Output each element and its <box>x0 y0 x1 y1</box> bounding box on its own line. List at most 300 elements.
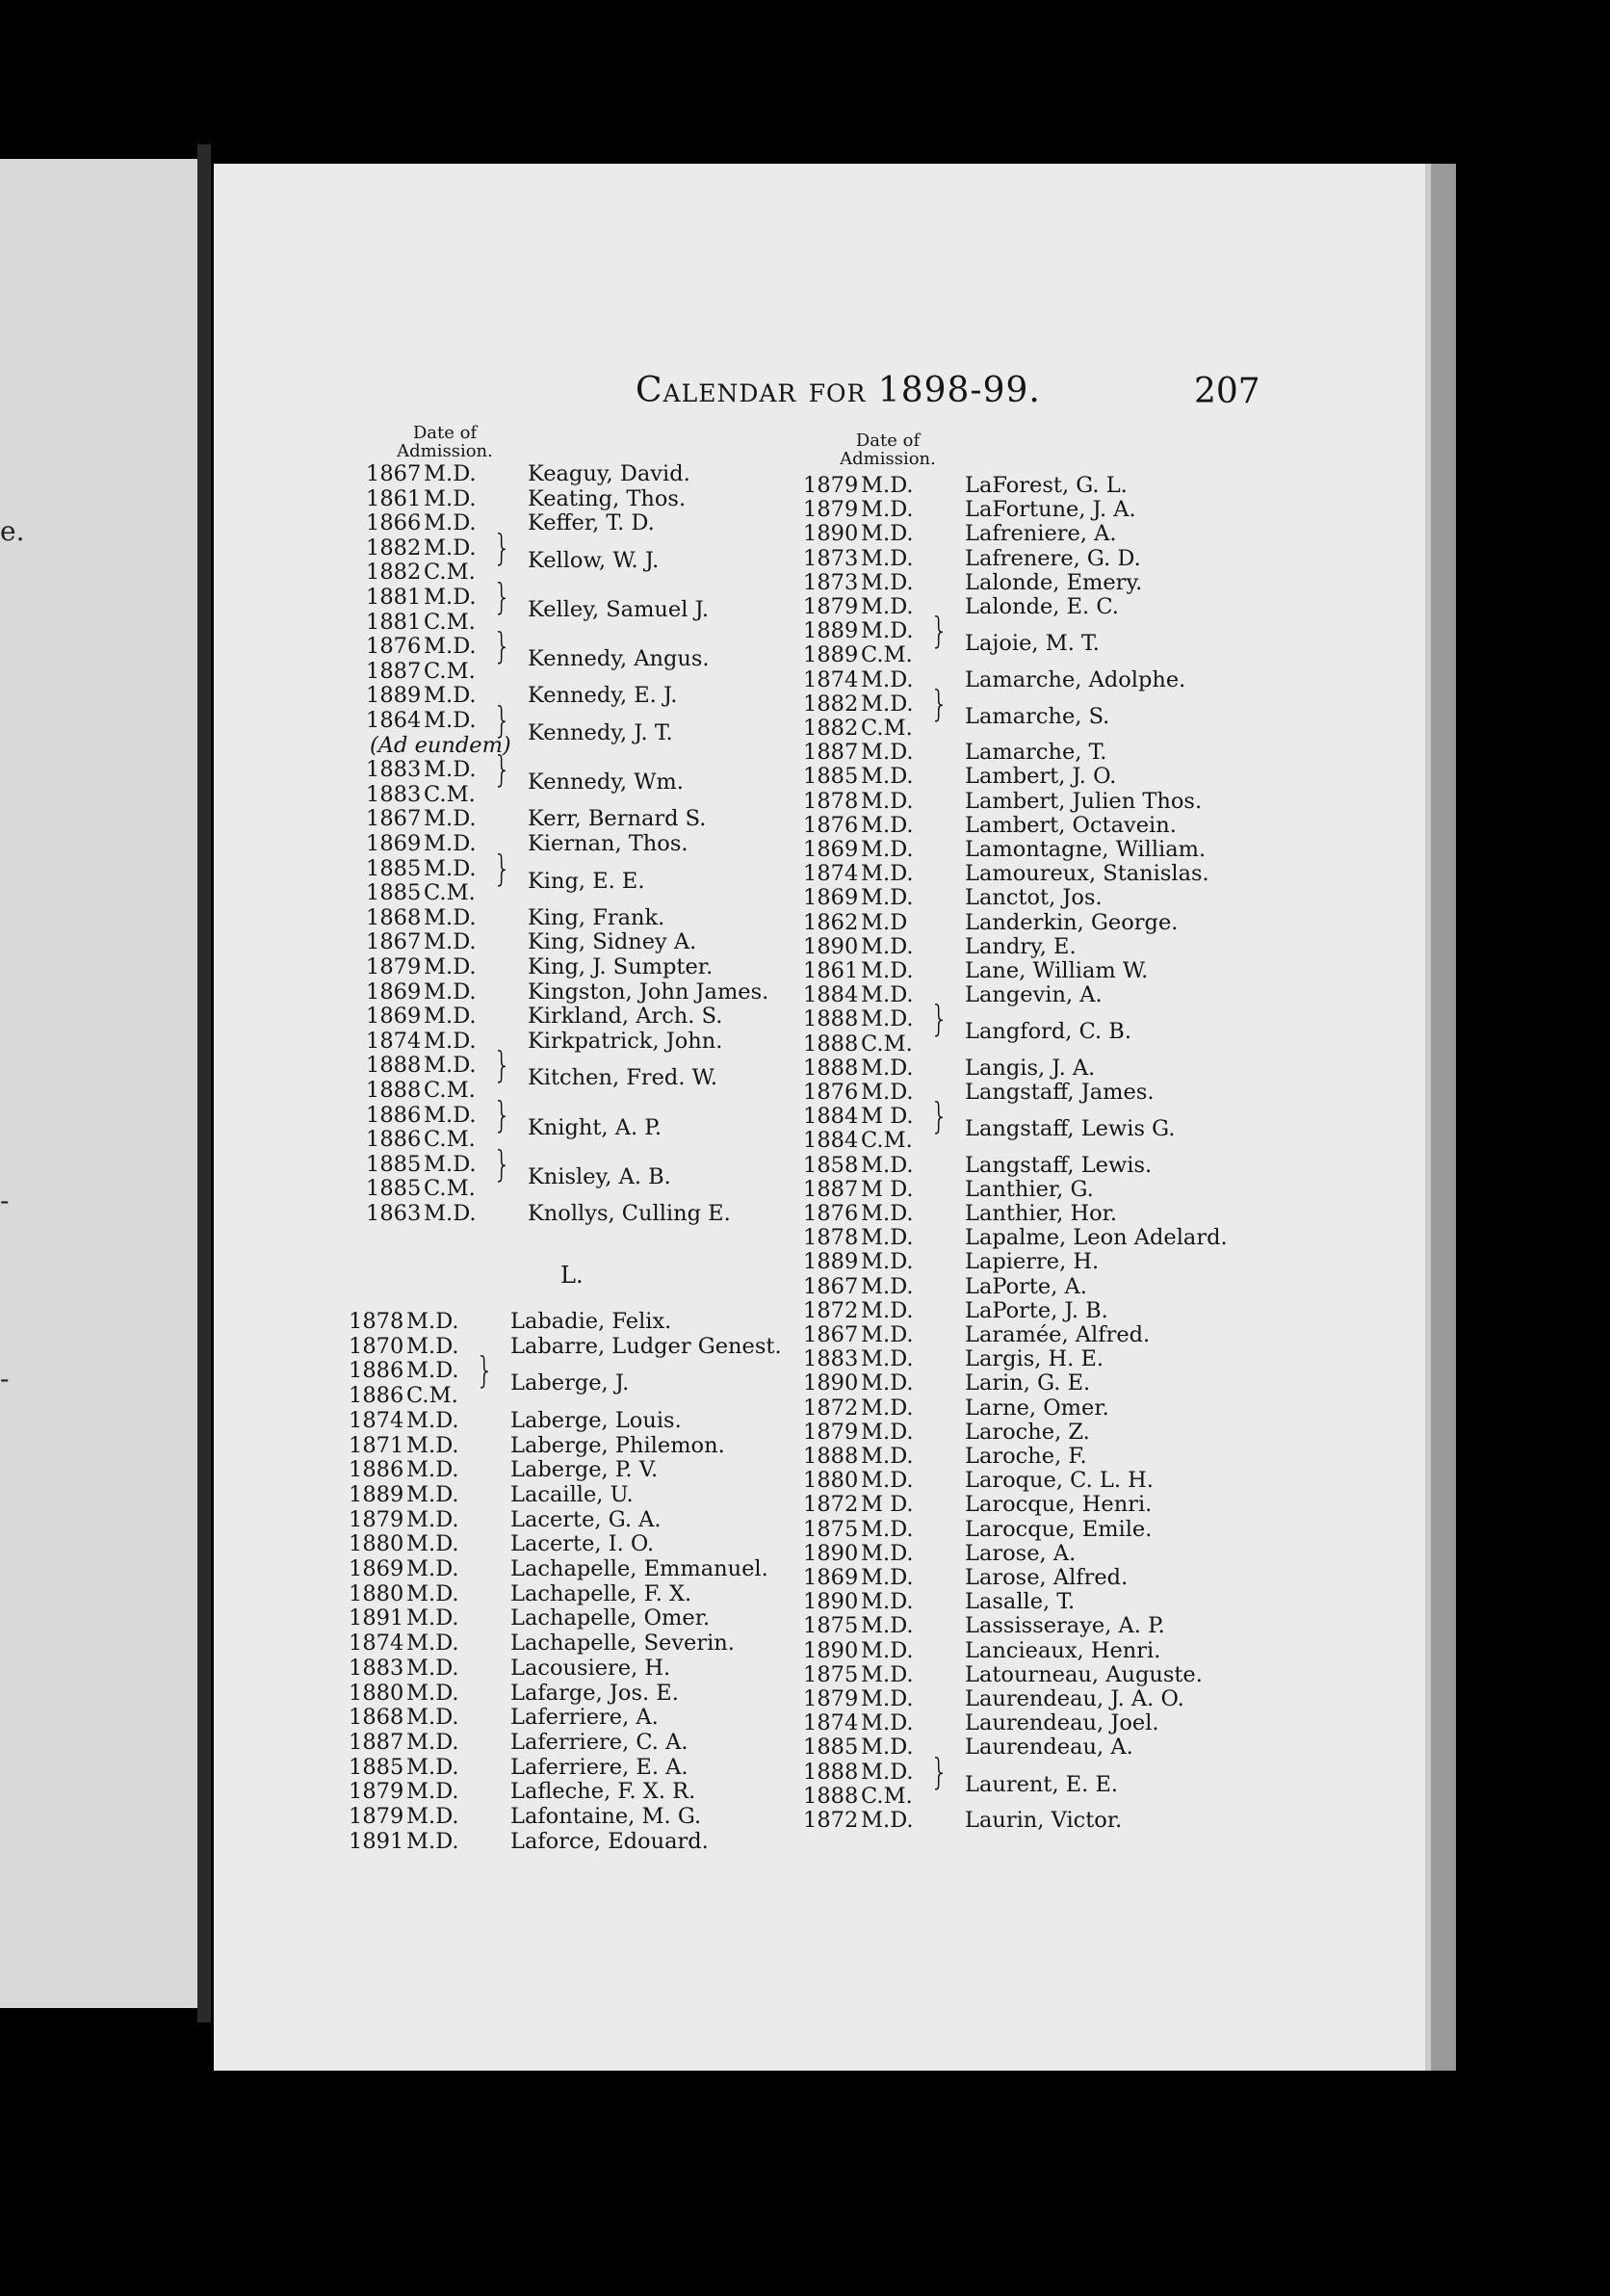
grouping-brace: } <box>930 998 949 1041</box>
degree: M.D. <box>861 1710 914 1736</box>
admission-year: 1887 <box>803 1176 859 1202</box>
register-entry <box>803 741 1477 765</box>
graduate-name: Larose, Alfred. <box>965 1565 1129 1590</box>
graduate-name: Lapalme, Leon Adelard. <box>965 1225 1228 1251</box>
graduate-name: Landerkin, George. <box>965 909 1179 935</box>
degree: C.M. <box>424 1127 476 1153</box>
register-entry <box>803 1421 1477 1445</box>
graduate-name: Lafleche, F. X. R. <box>510 1779 696 1805</box>
admission-year: 1881 <box>366 609 422 635</box>
register-entry <box>803 1735 1477 1760</box>
register-entry <box>803 1323 1477 1347</box>
graduate-name: Laurent, E. E. <box>965 1771 1119 1797</box>
admission-year: 1883 <box>803 1346 859 1372</box>
admission-year: 1888 <box>366 1077 422 1103</box>
admission-year: 1869 <box>366 831 422 856</box>
graduate-name: Lane, William W. <box>965 958 1149 983</box>
degree: M.D. <box>861 1637 914 1663</box>
graduate-name: Lanctot, Jos. <box>965 885 1103 911</box>
admission-year: 1874 <box>803 861 859 887</box>
degree: M.D. <box>861 1225 914 1251</box>
admission-year: 1885 <box>349 1754 404 1780</box>
register-entry <box>803 1663 1477 1687</box>
admission-year: 1875 <box>803 1661 859 1687</box>
register-entry-group <box>803 610 1477 668</box>
graduate-name: Langstaff, Lewis. <box>965 1152 1153 1178</box>
admission-year: 1890 <box>803 933 859 959</box>
admission-year: 1879 <box>803 594 859 619</box>
degree: M.D. <box>406 1631 459 1657</box>
register-entry <box>803 765 1477 789</box>
register-entry-group <box>803 1095 1477 1154</box>
admission-year: 1881 <box>366 585 422 610</box>
admission-year: 1889 <box>803 618 859 644</box>
admission-year: 1879 <box>349 1506 404 1532</box>
graduate-name: Laferriere, E. A. <box>510 1754 688 1780</box>
degree: C.M. <box>424 609 476 635</box>
degree: M.D. <box>406 1309 459 1334</box>
graduate-name: Langford, C. B. <box>965 1019 1131 1045</box>
degree: M.D. <box>861 1419 914 1445</box>
degree: M.D. <box>406 1481 459 1507</box>
register-entry <box>803 595 1477 619</box>
register-entry <box>803 1275 1477 1299</box>
graduate-name: Laurin, Victor. <box>965 1808 1123 1833</box>
admission-year: 1886 <box>349 1457 404 1483</box>
graduate-name: Lafarge, Jos. E. <box>510 1680 679 1706</box>
admission-year: 1882 <box>366 535 422 561</box>
register-entry <box>803 1469 1477 1493</box>
admission-year: 1878 <box>803 788 859 814</box>
degree: C.M. <box>861 715 913 741</box>
graduate-name: Larocque, Emile. <box>965 1516 1153 1542</box>
register-entry <box>803 1250 1477 1274</box>
degree: M D. <box>861 1176 914 1202</box>
grouping-brace: } <box>476 1349 495 1393</box>
degree: M.D. <box>424 708 477 733</box>
admission-year: 1888 <box>803 1759 859 1785</box>
degree: M.D. <box>861 497 914 523</box>
register-entry <box>803 1057 1477 1081</box>
register-entry <box>803 571 1477 595</box>
graduate-name: Laberge, J. <box>510 1370 630 1396</box>
admission-year: 1879 <box>803 1686 859 1711</box>
register-entry <box>803 1347 1477 1371</box>
degree: M.D. <box>406 1432 459 1458</box>
admission-year: 1867 <box>366 461 422 486</box>
running-head: Calendar for 1898-99. <box>636 371 1041 410</box>
graduate-name: Kitchen, Fred. W. <box>528 1065 717 1091</box>
degree: M.D. <box>861 1370 914 1396</box>
grouping-brace: } <box>930 683 949 726</box>
degree: M.D. <box>861 837 914 862</box>
graduate-name: Larne, Omer. <box>965 1395 1109 1421</box>
degree: M.D. <box>424 1053 477 1079</box>
register-entry-group <box>803 1751 1477 1809</box>
graduate-name: Lacerte, I. O. <box>510 1531 655 1557</box>
admission-year: 1872 <box>803 1395 859 1421</box>
graduate-name: LaForest, G. L. <box>965 473 1128 498</box>
admission-year: 1869 <box>803 837 859 862</box>
admission-year: 1879 <box>366 954 422 979</box>
register-entry <box>803 547 1477 571</box>
register-entry <box>803 1711 1477 1735</box>
register-entry <box>803 1614 1477 1638</box>
book-page <box>214 164 1456 2071</box>
register-entry <box>803 983 1477 1007</box>
graduate-name: Lachapelle, F. X. <box>510 1580 692 1606</box>
graduate-name: Larin, G. E. <box>965 1370 1091 1396</box>
admission-year: 1869 <box>349 1556 404 1581</box>
admission-year: 1886 <box>366 1102 422 1128</box>
graduate-name: Kellow, W. J. <box>528 547 660 573</box>
degree: M.D. <box>861 1808 914 1833</box>
graduate-name: Laroche, F. <box>965 1444 1087 1469</box>
degree: M D. <box>861 1104 914 1130</box>
degree: M.D. <box>406 1580 459 1606</box>
admission-year: 1880 <box>349 1680 404 1706</box>
admission-year: 1861 <box>803 958 859 983</box>
degree: M.D. <box>424 757 477 783</box>
degree: C.M. <box>424 1077 476 1103</box>
graduate-name: Lachapelle, Severin. <box>510 1631 735 1657</box>
admission-year: 1889 <box>803 1249 859 1275</box>
degree: M.D. <box>861 1735 914 1761</box>
admission-year: 1884 <box>803 1128 859 1154</box>
admission-year: 1886 <box>366 1127 422 1153</box>
graduate-name: Lacousiere, H. <box>510 1655 671 1681</box>
adjacent-page-edge <box>0 159 197 2008</box>
degree: M.D. <box>861 473 914 498</box>
degree: M.D. <box>424 1151 477 1177</box>
graduate-name: Lachapelle, Emmanuel. <box>510 1556 768 1581</box>
register-entry <box>803 862 1477 886</box>
degree: M.D. <box>424 1028 477 1054</box>
graduate-name: Kennedy, E. J. <box>528 683 678 709</box>
admission-year: 1889 <box>366 683 422 709</box>
graduate-name: Lacaille, U. <box>510 1481 634 1507</box>
graduate-name: Laberge, Philemon. <box>510 1432 725 1458</box>
graduate-name: Laurendeau, Joel. <box>965 1710 1159 1736</box>
admission-year: 1869 <box>803 885 859 911</box>
degree: M.D. <box>424 634 477 660</box>
degree: M.D. <box>861 958 914 983</box>
degree: M.D. <box>406 1358 459 1384</box>
graduate-name: LaPorte, J. B. <box>965 1297 1108 1323</box>
register-entry <box>803 1542 1477 1566</box>
admission-year: 1879 <box>803 497 859 523</box>
register-entry <box>803 522 1477 546</box>
graduate-name: Lalonde, Emery. <box>965 569 1143 595</box>
graduate-name: Kelley, Samuel J. <box>528 597 709 622</box>
grouping-brace: } <box>493 748 512 792</box>
admission-year: 1875 <box>803 1516 859 1542</box>
admission-year: 1883 <box>366 757 422 783</box>
admission-year: 1884 <box>803 1104 859 1130</box>
graduate-name: Kirkpatrick, John. <box>528 1028 723 1054</box>
grouping-brace: } <box>493 625 512 668</box>
graduate-name: Latourneau, Auguste. <box>965 1661 1203 1687</box>
degree: M.D. <box>861 1322 914 1347</box>
admission-year: 1869 <box>803 1565 859 1590</box>
degree: M.D. <box>406 1407 459 1433</box>
register-entry-group <box>803 998 1477 1057</box>
admission-year: 1874 <box>803 1710 859 1736</box>
graduate-name: Kiernan, Thos. <box>528 831 688 856</box>
admission-year: 1890 <box>803 1540 859 1566</box>
degree: M.D. <box>861 1152 914 1178</box>
admission-year: 1880 <box>803 1468 859 1494</box>
graduate-name: Lachapelle, Omer. <box>510 1605 711 1631</box>
graduate-name: LaFortune, J. A. <box>965 497 1136 523</box>
register-entry-group <box>803 683 1477 741</box>
admission-year: 1882 <box>366 560 422 586</box>
graduate-name: Lancieaux, Henri. <box>965 1637 1161 1663</box>
degree: C.M. <box>861 642 913 668</box>
admission-year: 1890 <box>803 1637 859 1663</box>
degree: M.D. <box>406 1779 459 1805</box>
admission-year: 1858 <box>803 1152 859 1178</box>
admission-year: 1867 <box>366 929 422 955</box>
graduate-name: Lambert, Julien Thos. <box>965 788 1203 814</box>
degree: M.D. <box>424 683 477 709</box>
graduate-name: Kerr, Bernard S. <box>528 806 707 832</box>
degree: M.D. <box>406 1531 459 1557</box>
admission-year: 1885 <box>366 1176 422 1202</box>
graduate-name: Langstaff, Lewis G. <box>965 1116 1176 1142</box>
graduate-name: Lanthier, G. <box>965 1176 1094 1202</box>
admission-year: 1867 <box>803 1322 859 1347</box>
degree: M.D. <box>861 1055 914 1081</box>
graduate-name: Largis, H. E. <box>965 1346 1104 1372</box>
admission-year: 1879 <box>803 473 859 498</box>
admission-year: 1871 <box>349 1432 404 1458</box>
degree: M.D. <box>861 594 914 619</box>
admission-year: 1890 <box>803 1370 859 1396</box>
degree: M.D. <box>861 1540 914 1566</box>
register-entry <box>803 474 1477 498</box>
degree: M.D. <box>861 812 914 838</box>
degree: M.D. <box>861 1080 914 1105</box>
degree: M.D. <box>861 885 914 911</box>
admission-year: 1867 <box>366 806 422 832</box>
degree: M.D. <box>861 764 914 790</box>
graduate-name: Kirkland, Arch. S. <box>528 1004 723 1030</box>
graduate-name: Larose, A. <box>965 1540 1077 1566</box>
degree: M.D. <box>424 1004 477 1030</box>
right-column-header: Date of Admission. <box>840 430 936 469</box>
degree: M.D. <box>861 618 914 644</box>
admission-year: 1886 <box>349 1358 404 1384</box>
graduate-name: Langis, J. A. <box>965 1055 1096 1081</box>
degree: M.D. <box>861 1006 914 1032</box>
degree: C.M. <box>861 1031 913 1057</box>
admission-year: 1879 <box>803 1419 859 1445</box>
admission-year: 1887 <box>366 658 422 684</box>
graduate-name: Laurendeau, A. <box>965 1735 1133 1761</box>
degree: M.D. <box>406 1729 459 1755</box>
register-entry <box>803 1566 1477 1590</box>
register-entry <box>803 814 1477 838</box>
admission-year: 1874 <box>803 666 859 692</box>
margin-mark: - <box>0 1185 10 1216</box>
degree: M.D. <box>406 1506 459 1532</box>
graduate-name: Keating, Thos. <box>528 485 687 511</box>
graduate-name: Lambert, J. O. <box>965 764 1117 790</box>
degree: M.D. <box>861 861 914 887</box>
register-entry <box>803 1809 1477 1833</box>
left-column-header: Date of Admission. <box>397 423 493 461</box>
degree: M.D. <box>861 1589 914 1615</box>
margin-mark: - <box>0 1363 10 1395</box>
register-entry <box>803 935 1477 959</box>
degree: M.D. <box>861 545 914 571</box>
register-entry <box>803 1299 1477 1323</box>
graduate-name: Laferriere, C. A. <box>510 1729 688 1755</box>
degree: M.D. <box>424 1201 477 1226</box>
grouping-brace: } <box>493 1143 512 1187</box>
admission-year: 1884 <box>803 982 859 1008</box>
register-entry <box>803 1154 1477 1178</box>
graduate-name: King, Frank. <box>528 904 665 930</box>
admission-year: 1889 <box>803 642 859 668</box>
admission-year: 1870 <box>349 1333 404 1359</box>
graduate-name: Langstaff, James. <box>965 1080 1155 1105</box>
degree: C.M. <box>861 1128 913 1154</box>
graduate-name: Laberge, P. V. <box>510 1457 659 1483</box>
degree: (Ad eundem) <box>370 732 511 758</box>
degree: M.D. <box>424 904 477 930</box>
degree: M.D. <box>861 1468 914 1494</box>
graduate-name: Kennedy, J. T. <box>528 720 673 745</box>
graduate-name: Knight, A. P. <box>528 1114 662 1140</box>
degree: M.D. <box>861 1516 914 1542</box>
degree: M.D. <box>424 585 477 610</box>
degree: M.D. <box>406 1754 459 1780</box>
admission-year: 1889 <box>349 1481 404 1507</box>
grouping-brace: } <box>493 576 512 619</box>
degree: M.D. <box>406 1705 459 1731</box>
register-entry <box>803 1639 1477 1663</box>
degree: M.D. <box>406 1605 459 1631</box>
admission-year: 1874 <box>349 1631 404 1657</box>
degree: M.D. <box>406 1655 459 1681</box>
admission-year: 1887 <box>349 1729 404 1755</box>
admission-year: 1872 <box>803 1297 859 1323</box>
register-entry <box>803 886 1477 910</box>
admission-year: 1888 <box>803 1031 859 1057</box>
register-entry <box>803 668 1477 692</box>
admission-year: 1863 <box>366 1201 422 1226</box>
graduate-name: King, E. E. <box>528 868 645 894</box>
admission-year: 1879 <box>349 1779 404 1805</box>
graduate-name: Lamontagne, William. <box>965 837 1207 862</box>
degree: M.D. <box>861 1444 914 1469</box>
register-entry <box>803 1396 1477 1421</box>
degree: M.D. <box>861 933 914 959</box>
register-entry <box>803 1202 1477 1226</box>
degree: M.D. <box>406 1333 459 1359</box>
degree: M.D. <box>861 521 914 547</box>
admission-year: 1874 <box>349 1407 404 1433</box>
admission-year: 1873 <box>803 545 859 571</box>
degree: C.M. <box>861 1783 913 1809</box>
admission-year: 1872 <box>803 1492 859 1518</box>
graduate-name: King, Sidney A. <box>528 929 697 955</box>
graduate-name: Lambert, Octavein. <box>965 812 1177 838</box>
admission-year: 1888 <box>803 1055 859 1081</box>
graduate-name: Lalonde, E. C. <box>965 594 1119 619</box>
admission-year: 1882 <box>803 691 859 717</box>
graduate-name: Lamoureux, Stanislas. <box>965 861 1209 887</box>
degree: M.D. <box>424 831 477 856</box>
graduate-name: Lasalle, T. <box>965 1589 1076 1615</box>
degree: M.D. <box>424 510 477 536</box>
register-entry <box>803 1493 1477 1517</box>
graduate-name: Labadie, Felix. <box>510 1309 672 1334</box>
admission-year: 1876 <box>366 634 422 660</box>
graduate-name: Keffer, T. D. <box>528 510 655 536</box>
admission-year: 1875 <box>803 1613 859 1639</box>
admission-year: 1891 <box>349 1605 404 1631</box>
graduate-name: Laforce, Edouard. <box>510 1828 709 1854</box>
graduate-name: Kingston, John James. <box>528 978 769 1004</box>
admission-year: 1883 <box>366 781 422 807</box>
register-entry <box>803 1518 1477 1542</box>
register-entry <box>803 1178 1477 1202</box>
margin-mark: e. <box>0 515 25 547</box>
degree: M.D <box>861 909 908 935</box>
graduate-name: Laberge, Louis. <box>510 1407 682 1433</box>
graduate-name: LaPorte, A. <box>965 1273 1087 1299</box>
degree: C.M. <box>424 1176 476 1202</box>
admission-year: 1864 <box>366 708 422 733</box>
degree: M.D. <box>424 535 477 561</box>
graduate-name: Lamarche, Adolphe. <box>965 666 1186 692</box>
register-entry <box>803 1590 1477 1614</box>
degree: M.D. <box>406 1556 459 1581</box>
register-entry <box>349 1830 1023 1855</box>
admission-year: 1874 <box>366 1028 422 1054</box>
admission-year: 1888 <box>803 1006 859 1032</box>
admission-year: 1861 <box>366 485 422 511</box>
admission-year: 1869 <box>366 978 422 1004</box>
book-spine <box>197 144 211 2022</box>
register-entry <box>803 911 1477 935</box>
graduate-name: Larocque, Henri. <box>965 1492 1153 1518</box>
admission-year: 1883 <box>349 1655 404 1681</box>
graduate-name: Laferriere, A. <box>510 1705 659 1731</box>
admission-year: 1868 <box>349 1705 404 1731</box>
admission-year: 1885 <box>366 855 422 881</box>
grouping-brace: } <box>930 1095 949 1138</box>
register-entry <box>803 790 1477 814</box>
grouping-brace: } <box>930 1751 949 1793</box>
degree: M.D. <box>861 1273 914 1299</box>
register-entry <box>803 959 1477 983</box>
register-entry <box>803 1445 1477 1469</box>
admission-year: 1891 <box>349 1828 404 1854</box>
degree: M.D. <box>424 485 477 511</box>
register-entry <box>803 1371 1477 1396</box>
admission-year: 1890 <box>803 1589 859 1615</box>
admission-year: 1882 <box>803 715 859 741</box>
admission-year: 1873 <box>803 569 859 595</box>
degree: M.D. <box>861 1249 914 1275</box>
admission-year: 1862 <box>803 909 859 935</box>
admission-year: 1885 <box>803 764 859 790</box>
degree: M.D. <box>861 1395 914 1421</box>
